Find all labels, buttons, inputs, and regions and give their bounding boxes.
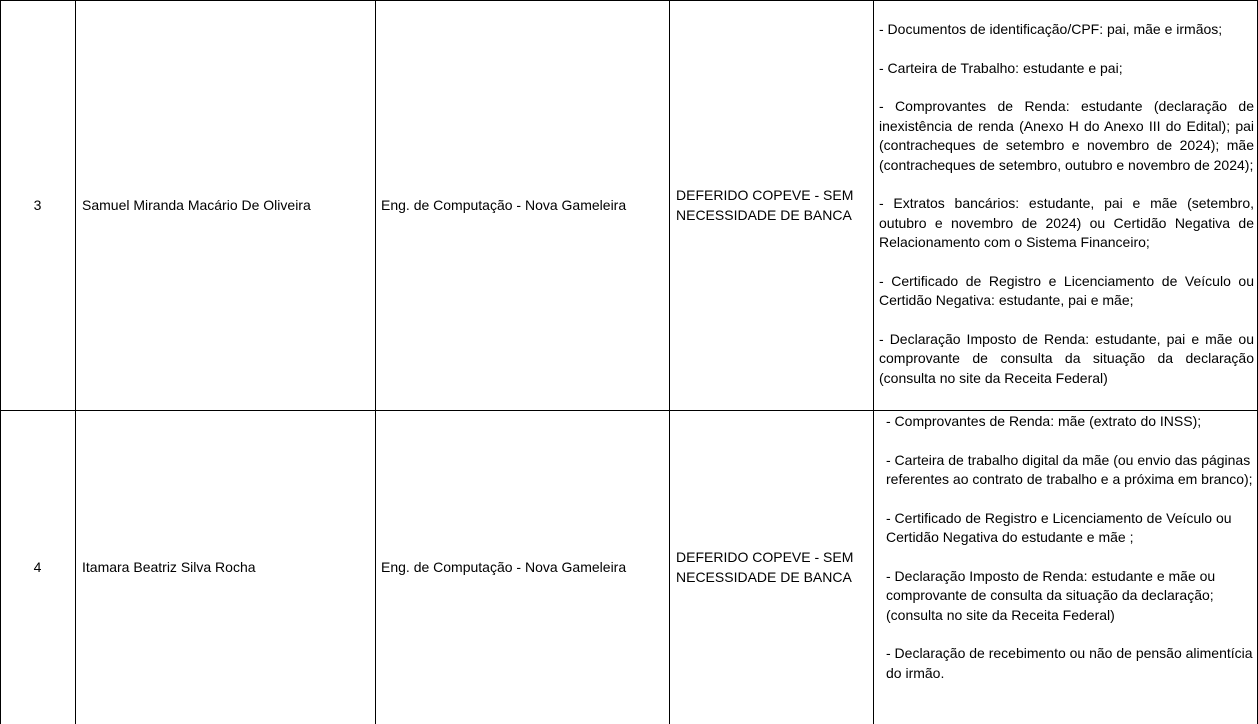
student-name: Samuel Miranda Macário De Oliveira xyxy=(82,196,311,213)
row-number: 3 xyxy=(33,196,42,213)
requirement-item: - Comprovantes de Renda: estudante (declaração de inexistência de renda (Anexo H do Anexo III do Edital); pai (contracheques de setembro e novembro de 2024); mãe (contracheques de setembro, outubro e novembro de 2024); xyxy=(879,98,1254,173)
student-name: Itamara Beatriz Silva Rocha xyxy=(82,558,256,575)
column-divider xyxy=(375,0,376,724)
requirement-item: - Extratos bancários: estudante, pai e mãe (setembro, outubro e novembro de 2024) ou Certidão Negativa de Relacionamento com o Sistema Financeiro; xyxy=(879,195,1254,250)
column-divider xyxy=(75,0,76,724)
row-divider xyxy=(0,410,1258,411)
student-name-cell xyxy=(75,411,375,724)
course-name: Eng. de Computação - Nova Gameleira xyxy=(381,558,627,575)
requirement-item: - Certificado de Registro e Licenciamento de Veículo ou Certidão Negativa: estudante, pai e mãe; xyxy=(879,272,1254,308)
requirement-item: - Declaração Imposto de Renda: estudante e mãe ou comprovante de consulta da situação da declaração; (consulta no site da Receita Federal) xyxy=(886,567,1216,623)
column-divider xyxy=(873,0,874,724)
table-row xyxy=(0,411,1258,724)
status-text: DEFERIDO COPEVE - SEM NECESSIDADE DE BANCA xyxy=(676,549,854,585)
table-border-top xyxy=(0,0,1258,1)
status-cell xyxy=(669,0,873,411)
status-text: DEFERIDO COPEVE - SEM NECESSIDADE DE BANCA xyxy=(676,187,854,223)
row-number-cell xyxy=(0,0,75,411)
requirement-item: - Comprovantes de Renda: mãe (extrato do INSS); xyxy=(886,413,1202,429)
requirement-item: - Carteira de Trabalho: estudante e pai; xyxy=(879,59,1123,76)
table-border-left xyxy=(0,0,1,724)
requirement-item: - Declaração de recebimento ou não de pensão alimentícia do irmão. xyxy=(886,645,1253,681)
requirements-cell xyxy=(873,0,1258,411)
column-divider xyxy=(669,0,670,724)
row-number: 4 xyxy=(33,558,42,575)
row-number-cell xyxy=(0,411,75,724)
requirement-item: - Declaração Imposto de Renda: estudante, pai e mãe ou comprovante de consulta da situação da declaração (consulta no site da Receita Federal) xyxy=(879,330,1254,386)
requirements-list xyxy=(886,412,1256,683)
requirement-item: - Documentos de identificação/CPF: pai, mãe e irmãos; xyxy=(879,21,1223,37)
requirements-cell xyxy=(873,411,1258,724)
student-name-cell xyxy=(75,0,375,411)
requirement-item: - Carteira de trabalho digital da mãe (ou envio das páginas referentes ao contrato de trabalho e a próxima em branco); xyxy=(886,451,1253,487)
status-cell xyxy=(669,411,873,724)
course-name: Eng. de Computação - Nova Gameleira xyxy=(381,196,627,213)
course-cell xyxy=(375,411,669,724)
requirement-item: - Certificado de Registro e Licenciamento de Veículo ou Certidão Negativa do estudante e mãe ; xyxy=(886,509,1232,545)
requirements-list xyxy=(879,20,1254,388)
course-cell xyxy=(375,0,669,411)
